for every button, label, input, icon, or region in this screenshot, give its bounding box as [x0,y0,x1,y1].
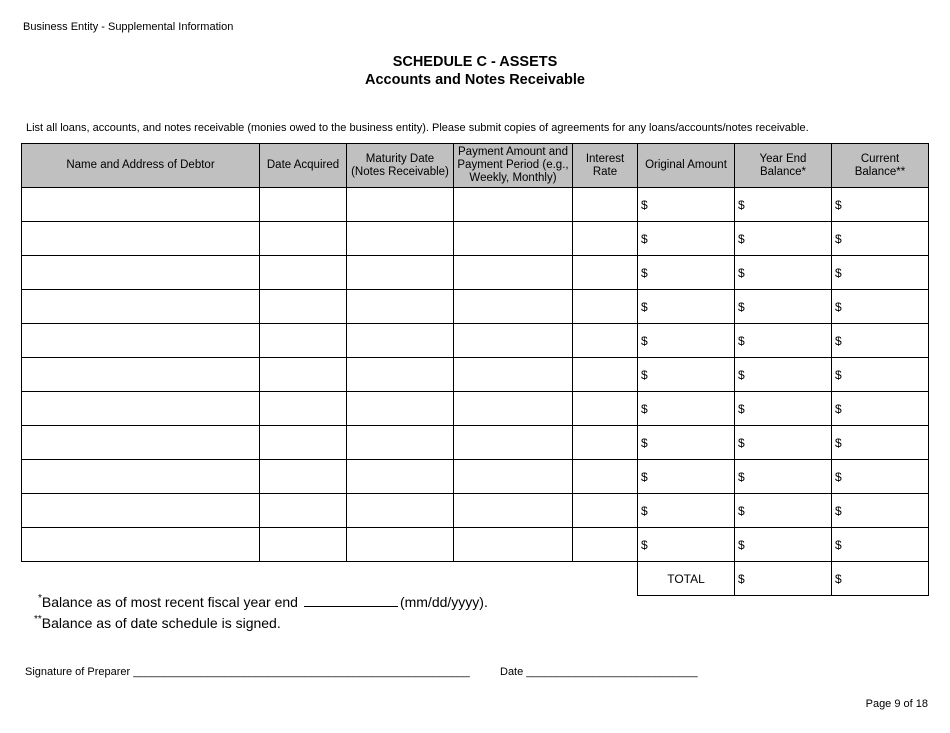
cell-date-acquired[interactable] [260,256,347,290]
cell-current-balance[interactable]: $ [832,426,929,460]
table-row [22,222,929,256]
cell-maturity-date[interactable] [347,460,454,494]
cell-current-balance[interactable]: $ [832,528,929,562]
cell-original-amount[interactable]: $ [638,222,735,256]
cell-year-end-balance[interactable]: $ [735,494,832,528]
cell-maturity-date[interactable] [347,426,454,460]
cell-year-end-balance[interactable]: $ [735,460,832,494]
cell-payment-amount[interactable] [454,392,573,426]
signature-date-field[interactable]: Date ____________________________ [500,666,698,678]
total-label: TOTAL [638,562,735,596]
col-header-payment-amount: Payment Amount and Payment Period (e.g., Weekly, Monthly) [454,144,573,188]
cell-date-acquired[interactable] [260,324,347,358]
cell-date-acquired[interactable] [260,188,347,222]
col-header-year-end-balance: Year End Balance* [735,144,832,188]
cell-interest-rate[interactable] [573,426,638,460]
cell-maturity-date[interactable] [347,222,454,256]
cell-year-end-balance[interactable]: $ [735,222,832,256]
cell-current-balance[interactable]: $ [832,392,929,426]
cell-current-balance[interactable]: $ [832,256,929,290]
table-row [22,358,929,392]
cell-debtor[interactable] [22,528,260,562]
col-header-debtor: Name and Address of Debtor [22,144,260,188]
page-number: Page 9 of 18 [865,698,928,710]
cell-debtor[interactable] [22,324,260,358]
cell-payment-amount[interactable] [454,460,573,494]
cell-date-acquired[interactable] [260,222,347,256]
table-row [22,426,929,460]
cell-debtor[interactable] [22,426,260,460]
cell-interest-rate[interactable] [573,324,638,358]
table-row [22,188,929,222]
preparer-signature-field[interactable]: Signature of Preparer _______________________________________________________ [25,666,470,678]
cell-interest-rate[interactable] [573,460,638,494]
cell-interest-rate[interactable] [573,528,638,562]
cell-debtor[interactable] [22,188,260,222]
table-row [22,460,929,494]
fiscal-year-end-date-field[interactable] [304,593,398,607]
table-row [22,324,929,358]
schedule-title: SCHEDULE C - ASSETS [392,54,558,70]
total-row [22,562,929,596]
cell-original-amount[interactable]: $ [638,188,735,222]
cell-maturity-date[interactable] [347,358,454,392]
cell-current-balance[interactable]: $ [832,460,929,494]
cell-payment-amount[interactable] [454,290,573,324]
cell-original-amount[interactable]: $ [638,290,735,324]
cell-current-balance[interactable]: $ [832,290,929,324]
form-title: Business Entity - Supplemental Information [23,21,234,33]
cell-payment-amount[interactable] [454,358,573,392]
receivables-table [21,143,929,596]
cell-payment-amount[interactable] [454,188,573,222]
cell-payment-amount[interactable] [454,494,573,528]
cell-interest-rate[interactable] [573,392,638,426]
cell-payment-amount[interactable] [454,426,573,460]
cell-interest-rate[interactable] [573,188,638,222]
cell-original-amount[interactable]: $ [638,494,735,528]
footnote-year-end [38,593,488,610]
total-year-end-balance[interactable]: $ [735,562,832,596]
cell-current-balance[interactable]: $ [832,358,929,392]
cell-interest-rate[interactable] [573,222,638,256]
cell-debtor[interactable] [22,460,260,494]
cell-current-balance[interactable]: $ [832,188,929,222]
cell-debtor[interactable] [22,222,260,256]
table-row [22,256,929,290]
cell-maturity-date[interactable] [347,290,454,324]
cell-payment-amount[interactable] [454,222,573,256]
cell-year-end-balance[interactable]: $ [735,392,832,426]
cell-date-acquired[interactable] [260,392,347,426]
cell-date-acquired[interactable] [260,528,347,562]
cell-year-end-balance[interactable]: $ [735,324,832,358]
total-current-balance[interactable]: $ [832,562,929,596]
cell-current-balance[interactable]: $ [832,494,929,528]
col-header-interest-rate: Interest Rate [573,144,638,188]
cell-date-acquired[interactable] [260,290,347,324]
total-row-spacer [22,562,638,596]
cell-maturity-date[interactable] [347,324,454,358]
cell-maturity-date[interactable] [347,528,454,562]
cell-year-end-balance[interactable]: $ [735,426,832,460]
cell-current-balance[interactable]: $ [832,222,929,256]
cell-maturity-date[interactable] [347,392,454,426]
cell-year-end-balance[interactable]: $ [735,358,832,392]
cell-original-amount[interactable]: $ [638,392,735,426]
cell-year-end-balance[interactable]: $ [735,188,832,222]
cell-maturity-date[interactable] [347,188,454,222]
footnote-year-end-text: Balance as of most recent fiscal year end [41,594,298,610]
table-row [22,290,929,324]
cell-debtor[interactable] [22,358,260,392]
cell-interest-rate[interactable] [573,290,638,324]
cell-payment-amount[interactable] [454,256,573,290]
footnote-current [34,614,281,631]
cell-debtor[interactable] [22,256,260,290]
cell-interest-rate[interactable] [573,494,638,528]
cell-date-acquired[interactable] [260,358,347,392]
table-header-row [22,144,929,188]
cell-debtor[interactable] [22,392,260,426]
cell-original-amount[interactable]: $ [638,358,735,392]
table-row [22,528,929,562]
col-header-original-amount: Original Amount [638,144,735,188]
cell-payment-amount[interactable] [454,528,573,562]
cell-payment-amount[interactable] [454,324,573,358]
col-header-current-balance: Current Balance** [832,144,929,188]
footnote-marker-single: * [38,593,42,604]
cell-debtor[interactable] [22,494,260,528]
cell-maturity-date[interactable] [347,256,454,290]
cell-current-balance[interactable]: $ [832,324,929,358]
footnote-date-format: (mm/dd/yyyy). [399,594,488,610]
cell-original-amount[interactable]: $ [638,460,735,494]
cell-debtor[interactable] [22,290,260,324]
cell-year-end-balance[interactable]: $ [735,290,832,324]
cell-interest-rate[interactable] [573,256,638,290]
col-header-date-acquired: Date Acquired [260,144,347,188]
table-row [22,392,929,426]
footnote-current-text: Balance as of date schedule is signed. [41,615,281,631]
cell-original-amount[interactable]: $ [638,256,735,290]
cell-original-amount[interactable]: $ [638,528,735,562]
cell-year-end-balance[interactable]: $ [735,528,832,562]
cell-interest-rate[interactable] [573,358,638,392]
footnote-marker-double: ** [34,614,42,625]
cell-original-amount[interactable]: $ [638,324,735,358]
cell-year-end-balance[interactable]: $ [735,256,832,290]
schedule-subtitle: Accounts and Notes Receivable [365,72,585,88]
col-header-maturity-date: Maturity Date (Notes Receivable) [347,144,454,188]
cell-date-acquired[interactable] [260,460,347,494]
instructions-text: List all loans, accounts, and notes receivable (monies owed to the business entity). Please submit copies of agreements for any loans/accounts/notes receivable. [26,122,809,134]
cell-original-amount[interactable]: $ [638,426,735,460]
cell-date-acquired[interactable] [260,426,347,460]
cell-maturity-date[interactable] [347,494,454,528]
cell-date-acquired[interactable] [260,494,347,528]
table-row [22,494,929,528]
